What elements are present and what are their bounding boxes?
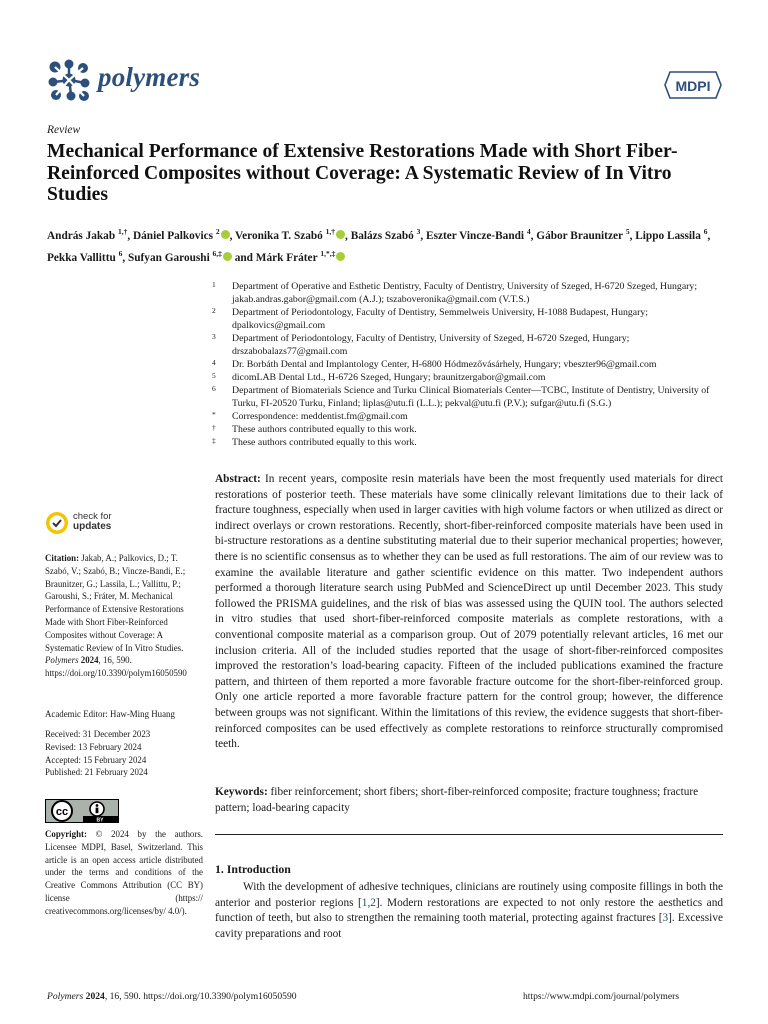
author-name[interactable]: Márk Fráter xyxy=(255,251,318,264)
cc-by-license-badge[interactable] xyxy=(45,799,119,823)
intro-text-part: With the development of adhesive techniques, clinicians are routinely using composite fillings in both the anterior and posterior regions [ xyxy=(215,881,723,909)
article-title: Mechanical Performance of Extensive Restorations Made with Short Fiber-Reinforced Composites without Coverage: A Systematic Review of In Vitro Studies xyxy=(47,141,678,205)
citation-label: Citation: xyxy=(45,553,80,563)
citation-rest[interactable]: , 16, 590. https://doi.org/10.3390/polym16050590 xyxy=(45,655,187,679)
author-affiliation-marker: 3 xyxy=(416,227,421,236)
affiliation-number: 5 xyxy=(212,371,216,380)
affiliation-text: Department of Periodontology, Faculty of Dentistry, Semmelweis University, H-1088 Budapest, Hungary; dpalkovics@gmail.com xyxy=(232,307,649,331)
affiliation-text: Dr. Borbáth Dental and Implantology Center, H-6800 Hódmezővásárhely, Hungary; vbeszter96@gmail.com xyxy=(232,359,657,370)
author-affiliation-marker: 4 xyxy=(526,227,531,236)
author-affiliation-marker: 1,*,‡ xyxy=(320,248,336,258)
keywords xyxy=(215,785,723,816)
journal-name: polymers xyxy=(98,62,201,92)
author-affiliation-marker: 1,† xyxy=(117,227,128,236)
footer-year: 2024 xyxy=(85,991,105,1002)
affiliation-text: These authors contributed equally to this work. xyxy=(232,437,417,448)
footer-journal: Polymers xyxy=(47,991,84,1002)
author-name[interactable]: András Jakab xyxy=(47,229,116,242)
citation-text: Jakab, A.; Palkovics, D.; T. Szabó, V.; Szabó, B.; Vincze-Bandi, E.; Braunitzer, G.; Lassila, L.; Vallittu, P.; Garoushi, S.; Fráter, M. Mechanical Performance of Extensive Restorations Made with Short Fiber-Reinforced Composites without Coverage: A Systematic Review of In Vitro Studies. xyxy=(45,553,186,653)
affiliation-text: These authors contributed equally to this work. xyxy=(232,424,417,435)
journal-logo[interactable] xyxy=(46,58,306,102)
affiliation-number: 2 xyxy=(212,306,216,315)
author-name[interactable]: Lippo Lassila xyxy=(635,229,701,242)
citation-block xyxy=(45,552,203,680)
copyright-text: © 2024 by the authors. Licensee MDPI, Basel, Switzerland. This article is an open access article distributed under the terms and conditions of the Creative Commons Attribution (CC BY) license (https:// creativecommons.org/licenses/by/ 4.0/). xyxy=(45,829,203,916)
accepted-date: Accepted: 15 February 2024 xyxy=(45,754,147,765)
mdpi-logo[interactable] xyxy=(664,70,722,100)
footer-doi[interactable]: , 16, 590. https://doi.org/10.3390/polym16050590 xyxy=(104,991,297,1002)
author-affiliation-marker: 1,† xyxy=(325,227,336,236)
footer-journal-url[interactable]: https://www.mdpi.com/journal/polymers xyxy=(523,991,680,1002)
author-name[interactable]: Eszter Vincze-Bandi xyxy=(426,229,525,242)
affiliation-item xyxy=(212,332,732,358)
citation-journal: Polymers xyxy=(45,655,79,666)
author-affiliation-marker: 2 xyxy=(215,227,220,236)
author-affiliation-marker: 6 xyxy=(118,248,123,258)
author-name[interactable]: Gábor Braunitzer xyxy=(536,229,623,242)
affiliation-item xyxy=(212,358,732,371)
author-name[interactable]: Dániel Palkovics xyxy=(132,229,214,242)
affiliation-text: Department of Biomaterials Science and Turku Clinical Biomaterials Center—TCBC, Institute of Dentistry, University of Turku, FI-20520 Turku, Finland; liplas@utu.fi (L.L.); pekval@utu.fi (P.V.); sufgar@utu.fi (S.G.) xyxy=(232,385,710,409)
publication-dates xyxy=(45,728,203,779)
revised-date: Revised: 13 February 2024 xyxy=(45,741,142,752)
abstract xyxy=(215,472,723,753)
author-name[interactable]: Sufyan Garoushi xyxy=(127,251,210,264)
author-name[interactable]: Veronika T. Szabó xyxy=(235,229,323,242)
cc-by-icon xyxy=(45,799,119,823)
affiliation-text: Department of Periodontology, Faculty of Dentistry, University of Szeged, H-6720 Szeged, Hungary; drszabobalazs77@gmail.com xyxy=(232,333,630,357)
affiliation-number: † xyxy=(212,423,216,432)
affiliation-item xyxy=(212,384,732,410)
orcid-icon[interactable] xyxy=(221,230,230,239)
author-affiliation-marker: 6 xyxy=(703,227,708,236)
author-list: András Jakab $^{1,\dagger}$, Dániel Palkovics $^2$ , Veronika T. Szabó $^{1,\dagger}$ , Balázs Szabó $^3$, Eszter Vincze-Bandi $^4$, Gábor Braunitzer $^5$, Lippo Lassila $^6$, Pekka Vallittu $^6$, Sufyan Garoushi $^{6,\ddagger}$ and Márk Fráter $^{1,*,\ddagger}$ xyxy=(47,227,711,264)
affiliation-item xyxy=(212,306,732,332)
published-date: Published: 21 February 2024 xyxy=(45,767,148,778)
author-affiliation-marker: 5 xyxy=(625,227,630,236)
cc-label: cc xyxy=(55,806,69,818)
affiliation-item xyxy=(212,436,732,449)
footer-citation xyxy=(47,991,297,1002)
check-line-2: updates xyxy=(73,521,112,532)
affiliation-item xyxy=(212,371,732,384)
orcid-icon[interactable] xyxy=(223,252,232,261)
by-label: BY xyxy=(96,817,104,823)
author-affiliation-marker: 6,‡ xyxy=(212,248,222,258)
intro-text-part: ]. Excessive cavity preparations and root xyxy=(215,912,723,940)
affiliation-item xyxy=(212,423,732,436)
received-date: Received: 31 December 2023 xyxy=(45,729,151,739)
copyright-label: Copyright: xyxy=(45,829,87,839)
academic-editor: Academic Editor: Haw-Ming Huang xyxy=(45,709,175,719)
abstract-label: Abstract: xyxy=(215,473,261,485)
mdpi-logo-text: MDPI xyxy=(675,78,711,94)
author-name[interactable]: Balázs Szabó xyxy=(350,229,414,242)
polymers-logo-icon xyxy=(46,58,92,102)
affiliation-number: ‡ xyxy=(212,436,216,445)
affiliation-number: 4 xyxy=(212,358,216,367)
check-line-1: check for xyxy=(73,511,112,522)
author-name[interactable]: Pekka Vallittu xyxy=(47,251,116,264)
section-divider xyxy=(215,834,723,835)
affiliation-number: 6 xyxy=(212,384,216,393)
affiliation-text: dicomLAB Dental Ltd., H-6726 Szeged, Hungary; braunitzergabor@gmail.com xyxy=(232,372,546,383)
affiliation-text: Correspondence: meddentist.fm@gmail.com xyxy=(232,411,408,422)
keywords-label: Keywords: xyxy=(215,786,268,798)
keywords-text: fiber reinforcement; short fibers; short-fiber-reinforced composite; fracture toughness; fracture pattern; load-bearing capacity xyxy=(215,786,699,814)
affiliation-number: 3 xyxy=(212,332,216,341)
affiliations xyxy=(212,280,732,449)
affiliation-item xyxy=(212,410,732,423)
copyright-block xyxy=(45,828,203,918)
introduction-paragraph xyxy=(215,880,723,942)
section-heading-introduction: 1. Introduction xyxy=(215,862,291,876)
orcid-icon[interactable] xyxy=(336,252,345,261)
check-for-updates-icon xyxy=(45,511,69,535)
affiliation-text: Department of Operative and Esthetic Dentistry, Faculty of Dentistry, University of Szeged, H-6720 Szeged, Hungary; jakab.andras.gabor@gmail.com (A.J.); tszaboveronika@gmail.com (V.T.S.) xyxy=(232,281,698,305)
orcid-icon[interactable] xyxy=(336,230,345,239)
intro-text-part: ]. Modern restorations are expected to not only restore the aesthetics and function of teeth, but also to strengthen the remaining tooth material, protecting against fractures [ xyxy=(215,896,723,924)
citation-link[interactable]: 1,2 xyxy=(361,896,376,909)
article-type: Review xyxy=(47,124,81,136)
affiliation-number: 1 xyxy=(212,280,216,289)
abstract-text: In recent years, composite resin materials have been the most frequently used materials for direct restorations of posterior teeth. These materials have some clinically relevant limitations due to their lack of fracture toughness, especially when used in larger cavities with high volume factors or when utilized as direct or indirect overlays or crown restorations. Recently, short-fiber-reinforced composite materials have been used in bi-structure restorations as a dentine substituting material due to their superior mechanical properties; however, there is no scientific consensus as to whether they can be used as full restorations. The aim of our review was to examine the available literature and gather scientific evidence on this matter. Two independent authors performed a thorough literature search using PubMed and ScienceDirect up until December 2023. This study followed the PRISMA guidelines, and the risk of bias was assessed using the QUIN tool. The authors selected in vitro studies that used short-fiber-reinforced composite materials as complete restorations, with a conventional composite material as a comparison group. Out of 2079 potentially relevant articles, 16 met our inclusion criteria. All of the included studies reported that the usage of short-fiber-reinforced composites improved the restoration’s load-bearing capacity. Fifteen of the included publications examined the fracture pattern, and thirteen of them reported a more favorable fracture outcome for the short-fiber-reinforced group. Only one article reported a more favorable fracture pattern for the control group; however, the difference between groups was not significant. Within the limitations of this review, the evidence suggests that short-fiber-reinforced composites can be used effectively as complete restorations to reinforce structurally compromised teeth. xyxy=(215,473,724,751)
citation-link[interactable]: 3 xyxy=(662,912,669,924)
affiliation-number: * xyxy=(212,410,216,419)
check-for-updates-button[interactable] xyxy=(45,511,165,537)
citation-year: 2024 xyxy=(80,655,99,666)
affiliation-item xyxy=(212,280,732,306)
